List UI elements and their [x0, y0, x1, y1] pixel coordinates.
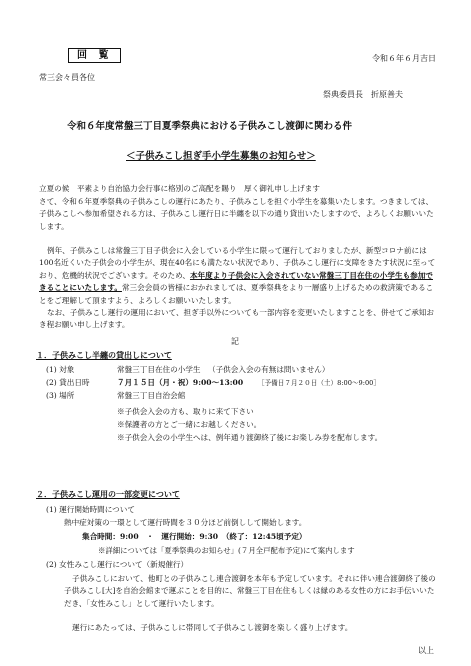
item-2-label: (2) 女性みこし運行について（新規催行）: [46, 560, 189, 569]
paragraph-2-tail: 常三会会員の皆様におかれましては、夏季祭典をより一層盛り上げるための救済策であることをご理解して頂ますよう、よろしくお願いいたします。: [39, 283, 434, 305]
item-1-label: (1) 運行開始時間について: [46, 505, 135, 514]
document-subtitle: ＜子供みこし担ぎ手小学生募集のお知らせ＞: [126, 151, 316, 162]
item-2-text-2: 運行にあたっては、子供みこしに帯同して子供みこし渡御を楽しく盛り上げます。: [72, 623, 353, 632]
sender: 祭典委員長 折原善夫: [323, 90, 403, 99]
target-label: (1) 対象: [46, 365, 75, 374]
paragraph-2-emphasis: 本年度より子供会に入会されていない常盤三丁目在住の小学生も参加できることにいたします。: [39, 270, 433, 293]
target-value: 常盤三丁目在住の小学生: [117, 365, 201, 374]
paragraph-2: [39, 245, 439, 307]
greeting: 立夏の候 平素より自治協力会行事に格別のご高配を賜り 厚く御礼申し上げます: [39, 184, 320, 193]
place-value: 常盤三丁目自治会館: [117, 391, 186, 400]
paragraph-2-text: 例年、子供みこしは常盤三丁目子供会に入会している小学生に限って運行しておりましたが、新型コロナ前には100名近くいた子供会の小学生が、現在40名にも満たない状況であり、子供みこし運行に支障をきたす状況に至っており、危機的状況でございます。そのため、: [39, 246, 436, 280]
item-1-text: 熱中症対策の一環として運行時間を３０分ほど前倒しして開始します。: [64, 518, 307, 527]
date-value: ７月１５日（月・祝）9:00～13:00: [117, 378, 244, 387]
place-label: (3) 場所: [46, 391, 75, 400]
note-1: ※子供会入会の方も、取りに来て下さい: [117, 407, 254, 416]
issue-date: 令和６年６月吉日: [372, 54, 436, 63]
date-label: (2) 貸出日時: [46, 378, 90, 387]
closing: 以上: [418, 646, 434, 655]
item-1-times: 集合時間：9:00 ・ 運行開始：9:30 （終了：12:45頃予定）: [82, 532, 307, 541]
ki-mark: 記: [231, 337, 239, 346]
date-note: ［予備日７月２０日（土）8:00～9:00］: [258, 379, 380, 387]
note-3: ※子供会入会の小学生へは、例年通り渡御終了後にお楽しみ券を配布します。: [117, 433, 383, 442]
item-1-note: ※詳細については「夏季祭典のお知らせ」(７月全戸配布予定)にて案内します: [98, 546, 355, 555]
section-1-heading: １．子供みこし半纏の貸出しについて: [36, 350, 172, 360]
section-2-heading: ２．子供みこし運用の一部変更について: [36, 489, 180, 499]
addressee: 常三会々員各位: [39, 73, 95, 82]
paragraph-1: さて、令和６年夏季祭典の子供みこしの運行にあたり、子供みこしを担ぐ小学生を募集いたします。つきましては、子供みこしへ参加希望される方は、子供みこし運行日に半纏を以下の通り貸出いたしますので、よろしくお願いいたします。: [39, 197, 434, 231]
document-title: 令和６年度常盤三丁目夏季祭典における子供みこし渡御に関わる件: [67, 121, 353, 132]
circular-label: 回 覧: [68, 48, 121, 63]
item-2-text: 子供みこしにおいて、他町との子供みこし連合渡御を本年も予定しています。それに伴い連合渡御終了後の子供みこし[大]を自治会館まで運ぶことを目的に、常盤三丁目在住もしくは縁のある女性の方にお手伝いいただき、「女性みこし」として運行いたします。: [64, 574, 436, 608]
note-2: ※保護者の方とご一緒にお越しください。: [117, 420, 262, 429]
paragraph-3: なお、子供みこし運行の運用において、担ぎ手以外についても一部内容を変更いたしますことを、併せてご承知おき程お願い申し上げます。: [39, 308, 434, 330]
target-note: （子供会入会の有無は問いません）: [208, 365, 330, 374]
